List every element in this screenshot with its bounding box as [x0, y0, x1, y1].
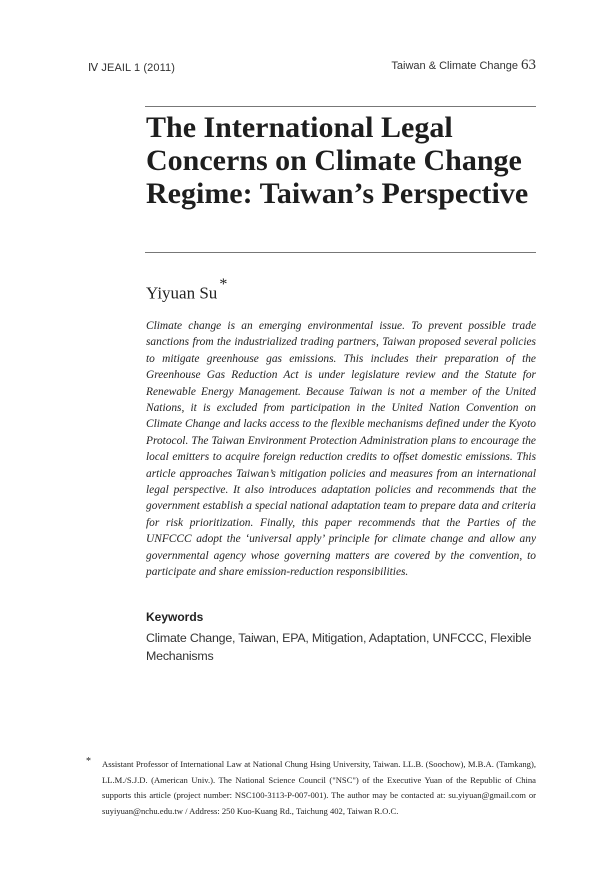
- title-top-rule: [145, 106, 536, 107]
- running-header-title: [391, 57, 536, 74]
- author-line: [146, 276, 228, 304]
- running-title-text: Taiwan & Climate Change: [391, 60, 518, 72]
- author-name: Yiyuan Su: [146, 283, 218, 303]
- author-footnote-mark: *: [219, 276, 228, 293]
- running-header-journal: Ⅳ JEAIL 1 (2011): [88, 62, 175, 74]
- page-number: 63: [521, 57, 536, 73]
- article-title: The International Legal Concerns on Climate Change Regime: Taiwan’s Perspective: [146, 111, 529, 210]
- abstract: Climate change is an emerging environmental issue. To prevent possible trade sanctions from the industrialized trading partners, Taiwan proposed several policies to mitigate greenhouse gas emissions. This includes their preparation of the Greenhouse Gas Reduction Act is under legislature review and the Statute for Renewable Energy Management. Because Taiwan is not a member of the United Nations, it is excluded from participation in the United Nation Convention on Climate Change and lacks access to the flexible mechanisms defined under the Kyoto Protocol. The Taiwan Environment Protection Administration plans to encourage the local emitters to acquire foreign reduction credits to offset domestic emissions. This article approaches Taiwan’s mitigation policies and measures from an international legal perspective. It also introduces adaptation policies and recommends that the government establish a special national adaptation team to prepare data and criteria for risk prioritization. Finally, this paper recommends that the Parties of the UNFCCC adopt the ‘universal apply’ principle for climate change and allow any governmental agency whose governing matters are covered by the convention, to participate and share emission-reduction responsibilities.: [146, 320, 536, 579]
- footnote-marker: *: [86, 756, 91, 767]
- title-bottom-rule: [145, 252, 536, 253]
- keywords-heading: Keywords: [146, 610, 204, 624]
- author-footnote: Assistant Professor of International Law at National Chung Hsing University, Taiwan. LL.B. (Soochow), M.B.A. (Tamkang), LL.M./S.J.D. (American Univ.). The National Science Council ("NSC") of the Executive Yuan of the Republic of China supports this article (project number: NSC100-3113-P-007-001). The author may be contacted at: su.yiyuan@gmail.com or suyiyuan@nchu.edu.tw / Address: 250 Kuo-Kuang Rd., Taichung 402, Taiwan R.O.C.: [102, 759, 536, 816]
- keywords-list: Climate Change, Taiwan, EPA, Mitigation, Adaptation, UNFCCC, Flexible Mechanisms: [146, 631, 532, 663]
